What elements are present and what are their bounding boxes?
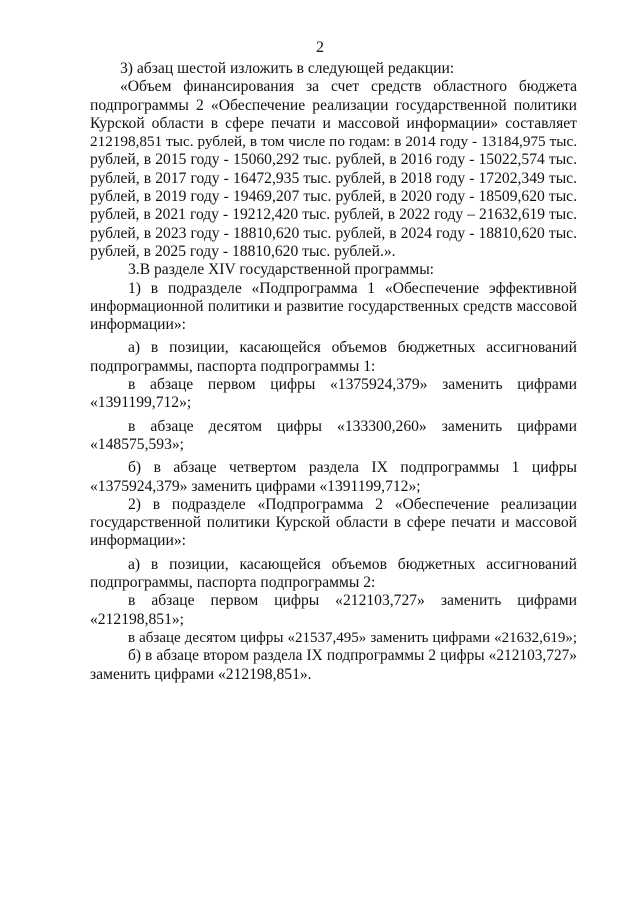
text-line: информационной политики и развитие государственных средств массовой [90, 297, 577, 315]
page-number: 2 [316, 39, 324, 56]
text-line: информации»: [90, 532, 186, 550]
text-line: «148575,593»; [90, 435, 184, 453]
text-line: рублей, в 2015 году - 15060,292 тыс. рублей, в 2016 году - 15022,574 тыс. [90, 151, 577, 169]
text-line: информации»: [90, 316, 186, 334]
text-line: государственной политики Курской области в сфере печати и массовой [90, 514, 577, 532]
text-line: в абзаце десятом цифры «133300,260» заменить цифрами [128, 417, 577, 435]
text-line: а) в позиции, касающейся объемов бюджетных ассигнований [128, 555, 577, 573]
text-line: «1375924,379» заменить цифрами «1391199,712»; [90, 477, 421, 495]
text-line: 2) в подразделе «Подпрограмма 2 «Обеспечение реализации [128, 495, 577, 513]
text-line: в абзаце десятом цифры «21537,495» заменить цифрами «21632,619»; [128, 629, 577, 646]
text-line: б) в абзаце втором раздела IX подпрограммы 2 цифры «212103,727» [128, 647, 577, 665]
text-line: рублей, в 2019 году - 19469,207 тыс. рублей, в 2020 году - 18509,620 тыс. [90, 188, 577, 206]
text-line: «212198,851»; [90, 610, 184, 628]
text-line: рублей, в 2023 году - 18810,620 тыс. рублей, в 2024 году - 18810,620 тыс. [90, 224, 577, 242]
text-line: подпрограммы 2 «Обеспечение реализации государственной политики [90, 96, 577, 114]
text-line: «1391199,712»; [90, 394, 192, 412]
text-line: рублей, в 2025 году - 18810,620 тыс. рублей.». [90, 242, 396, 260]
text-line: 1) в подразделе «Подпрограмма 1 «Обеспечение эффективной [128, 279, 577, 297]
text-line: в абзаце первом цифры «212103,727» заменить цифрами [128, 592, 577, 610]
text-line: в абзаце первом цифры «1375924,379» заменить цифрами [128, 376, 577, 394]
text-line: подпрограммы, паспорта подпрограммы 1: [90, 357, 376, 375]
text-line: 3.В разделе XIV государственной программы: [128, 261, 435, 279]
text-line: а) в позиции, касающейся объемов бюджетных ассигнований [128, 339, 577, 357]
text-line: заменить цифрами «212198,851». [90, 665, 312, 683]
text-line: 3) абзац шестой изложить в следующей редакции: [120, 60, 455, 77]
text-line: б) в абзаце четвертом раздела IX подпрограммы 1 цифры [128, 459, 577, 477]
text-line: подпрограммы, паспорта подпрограммы 2: [90, 574, 376, 592]
text-line: 212198,851 тыс. рублей, в том числе по годам: в 2014 году - 13184,975 тыс. [90, 133, 577, 151]
document-body [90, 60, 577, 684]
text-line: рублей, в 2021 году - 19212,420 тыс. рублей, в 2022 году – 21632,619 тыс. [90, 206, 577, 224]
text-line: рублей, в 2017 году - 16472,935 тыс. рублей, в 2018 году - 17202,349 тыс. [90, 169, 577, 187]
text-line: Курской области в сфере печати и массовой информации» составляет [90, 114, 577, 132]
text-line: «Объем финансирования за счет средств областного бюджета [120, 78, 577, 96]
